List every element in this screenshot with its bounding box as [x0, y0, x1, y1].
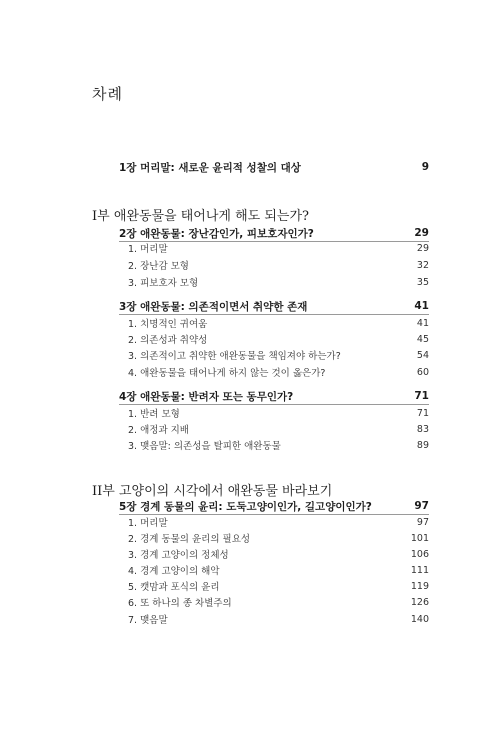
toc-chapter[interactable] — [119, 388, 429, 404]
page-number: 101 — [410, 532, 429, 544]
toc-chapter[interactable] — [119, 298, 429, 314]
toc-section[interactable] — [128, 421, 429, 437]
toc-chapter-intro[interactable] — [119, 159, 429, 175]
toc-section[interactable] — [128, 364, 429, 380]
page-number: 29 — [416, 242, 429, 254]
part-title: I부 애완동물을 태어나게 해도 되는가? — [92, 209, 310, 224]
toc-section[interactable] — [128, 405, 429, 421]
section-title: 2. 의존성과 취약성 — [128, 335, 208, 346]
section-title: 5. 캣맘과 포식의 윤리 — [128, 582, 220, 593]
section-title: 2. 경계 동물의 윤리의 필요성 — [128, 534, 251, 545]
section-title: 7. 맺음말 — [128, 615, 168, 626]
section-title: 1. 반려 모형 — [128, 409, 180, 420]
toc-section[interactable] — [128, 274, 429, 290]
page-number: 119 — [410, 580, 429, 592]
toc-section[interactable] — [128, 514, 429, 530]
toc-section[interactable] — [128, 240, 429, 256]
section-title: 3. 경계 고양이의 정체성 — [128, 550, 229, 561]
page-number: 106 — [410, 548, 429, 560]
section-title: 3. 의존적이고 취약한 애완동물을 책임져야 하는가? — [128, 351, 341, 362]
toc-section[interactable] — [128, 347, 429, 363]
page-number: 89 — [416, 439, 429, 451]
chapter-title: 1장 머리말: 새로운 윤리적 성찰의 대상 — [119, 161, 301, 174]
page-number: 140 — [410, 613, 429, 625]
page-number: 60 — [416, 366, 429, 378]
page-number: 41 — [416, 317, 429, 329]
section-title: 6. 또 하나의 종 차별주의 — [128, 598, 232, 609]
page-number: 41 — [414, 300, 429, 312]
toc-section[interactable] — [128, 594, 429, 610]
page-number: 126 — [410, 596, 429, 608]
chapter-title: 2장 애완동물: 장난감인가, 피보호자인가? — [119, 227, 314, 240]
section-title: 1. 치명적인 귀여움 — [128, 319, 208, 330]
page-number: 97 — [416, 516, 429, 528]
chapter-title: 5장 경계 동물의 윤리: 도둑고양이인가, 길고양이인가? — [119, 500, 372, 513]
page-number: 35 — [416, 276, 429, 288]
toc-section[interactable] — [128, 611, 429, 627]
section-title: 4. 애완동물을 태어나게 하지 않는 것이 옳은가? — [128, 368, 326, 379]
section-title: 1. 머리말 — [128, 518, 168, 529]
section-title: 1. 머리말 — [128, 244, 168, 255]
page-number: 9 — [421, 161, 429, 173]
section-title: 4. 경계 고양이의 해악 — [128, 566, 220, 577]
toc-section[interactable] — [128, 331, 429, 347]
section-title: 3. 맺음말: 의존성을 탈피한 애완동물 — [128, 441, 281, 452]
toc-section[interactable] — [128, 578, 429, 594]
page-number: 32 — [416, 259, 429, 271]
page-number: 45 — [416, 333, 429, 345]
section-title: 2. 애정과 지배 — [128, 425, 189, 436]
toc-section[interactable] — [128, 437, 429, 453]
toc-section[interactable] — [128, 562, 429, 578]
page-number: 71 — [416, 407, 429, 419]
chapter-title: 3장 애완동물: 의존적이면서 취약한 존재 — [119, 300, 308, 313]
section-title: 3. 피보호자 모형 — [128, 278, 199, 289]
toc-section[interactable] — [128, 315, 429, 331]
section-title: 2. 장난감 모형 — [128, 261, 189, 272]
page-number: 111 — [410, 564, 429, 576]
toc-section[interactable] — [128, 257, 429, 273]
page-number: 54 — [416, 349, 429, 361]
toc-section[interactable] — [128, 546, 429, 562]
toc-chapter[interactable] — [119, 498, 429, 514]
page-number: 29 — [414, 227, 429, 239]
toc-section[interactable] — [128, 530, 429, 546]
toc-heading: 차례 — [92, 85, 123, 103]
page-number: 83 — [416, 423, 429, 435]
chapter-title: 4장 애완동물: 반려자 또는 동무인가? — [119, 390, 294, 403]
page-number: 71 — [414, 390, 429, 402]
toc-chapter[interactable] — [119, 225, 429, 241]
part-title: II부 고양이의 시각에서 애완동물 바라보기 — [92, 484, 333, 499]
page-number: 97 — [414, 500, 429, 512]
